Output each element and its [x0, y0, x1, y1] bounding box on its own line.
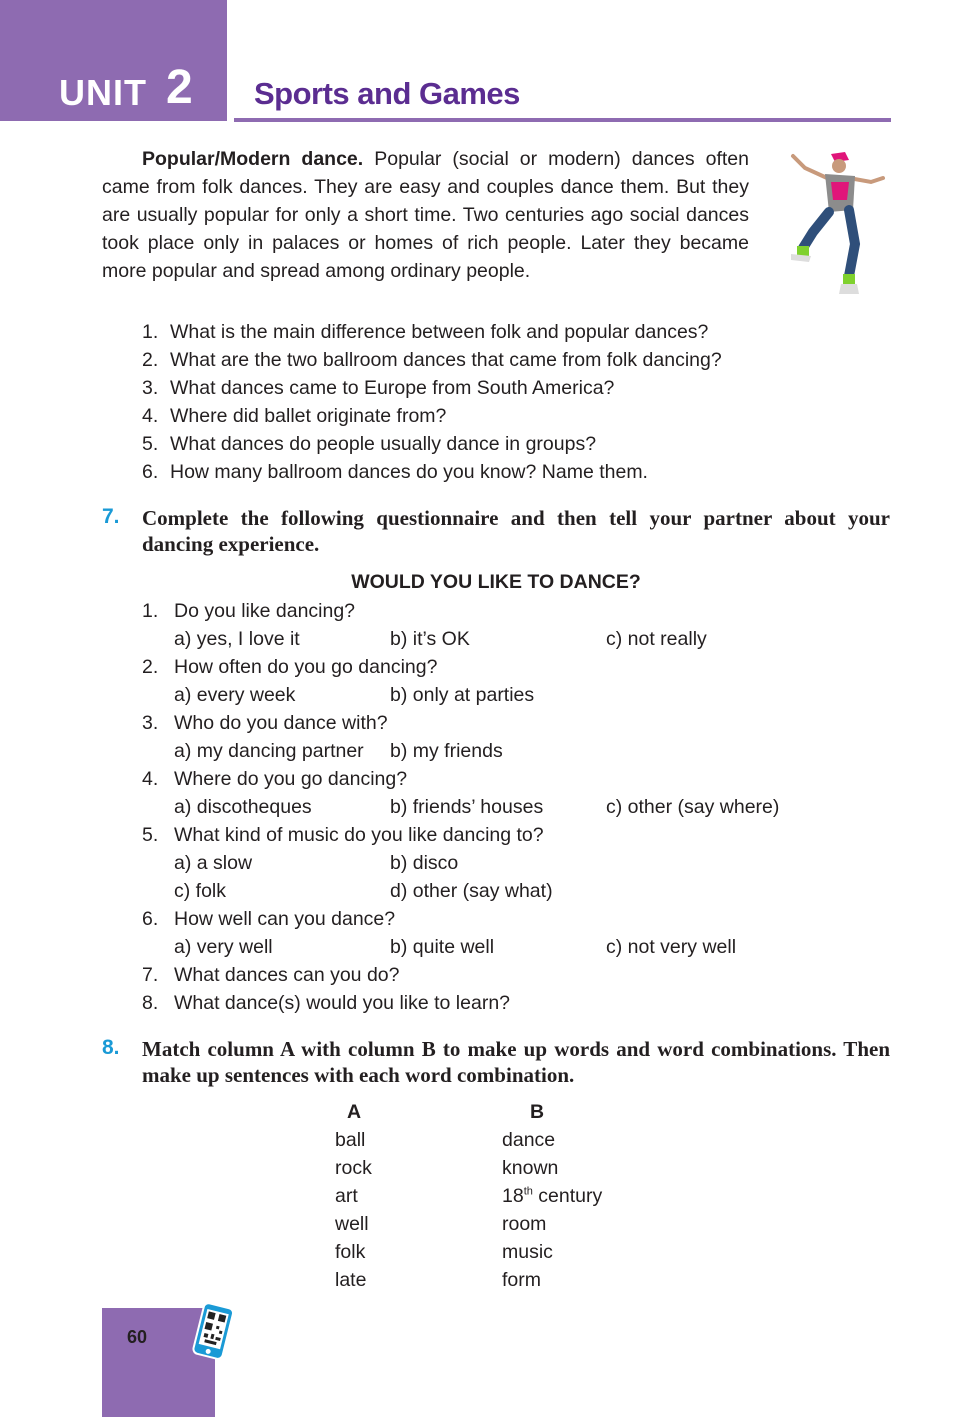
list-item: 6. How many ballroom dances do you know? Name them. — [142, 461, 648, 483]
list-item: 3. What dances came to Europe from South America? — [142, 377, 615, 399]
intro-paragraph — [102, 145, 749, 285]
page-number: 60 — [127, 1327, 148, 1347]
questionnaire-heading: WOULD YOU LIKE TO DANCE? — [351, 571, 641, 593]
exercise-8-number: 8. — [102, 1036, 120, 1059]
dancer-image — [783, 148, 889, 296]
exercise-7-number: 7. — [102, 505, 120, 528]
comprehension-questions — [142, 318, 722, 486]
section-title: Sports and Games — [254, 76, 520, 111]
list-item: 2. What are the two ballroom dances that came from folk dancing? — [142, 349, 722, 371]
unit-number: 2 — [166, 61, 193, 114]
exercise-7-instruction: Complete the following questionnaire and then tell your partner about your dancing experience. — [142, 506, 890, 556]
unit-label: UNIT — [59, 72, 147, 113]
list-item: 1. What is the main difference between folk and popular dances? — [142, 321, 709, 343]
list-item: 5. What dances do people usually dance in groups? — [142, 433, 597, 455]
title-underline — [234, 118, 891, 122]
list-item: 4. Where did ballet originate from? — [142, 405, 447, 427]
qr-phone-icon[interactable] — [190, 1303, 236, 1361]
intro-lead: Popular/Modern dance. — [142, 148, 364, 170]
column-a-header: A — [347, 1101, 362, 1123]
column-b-header: B — [530, 1101, 545, 1123]
exercise-8-instruction: Match column A with column B to make up words and word combinations. Then make up sentences with each word combination. — [142, 1037, 890, 1087]
intro-text: Popular (social or modern) dances often came from folk dances. They are easy and couples dance them. But they are usually popular for only a short time. Two centuries ago social dances took place only in palaces or homes of rich people. Later they became more popular and spread among ordinary people. — [102, 148, 749, 282]
